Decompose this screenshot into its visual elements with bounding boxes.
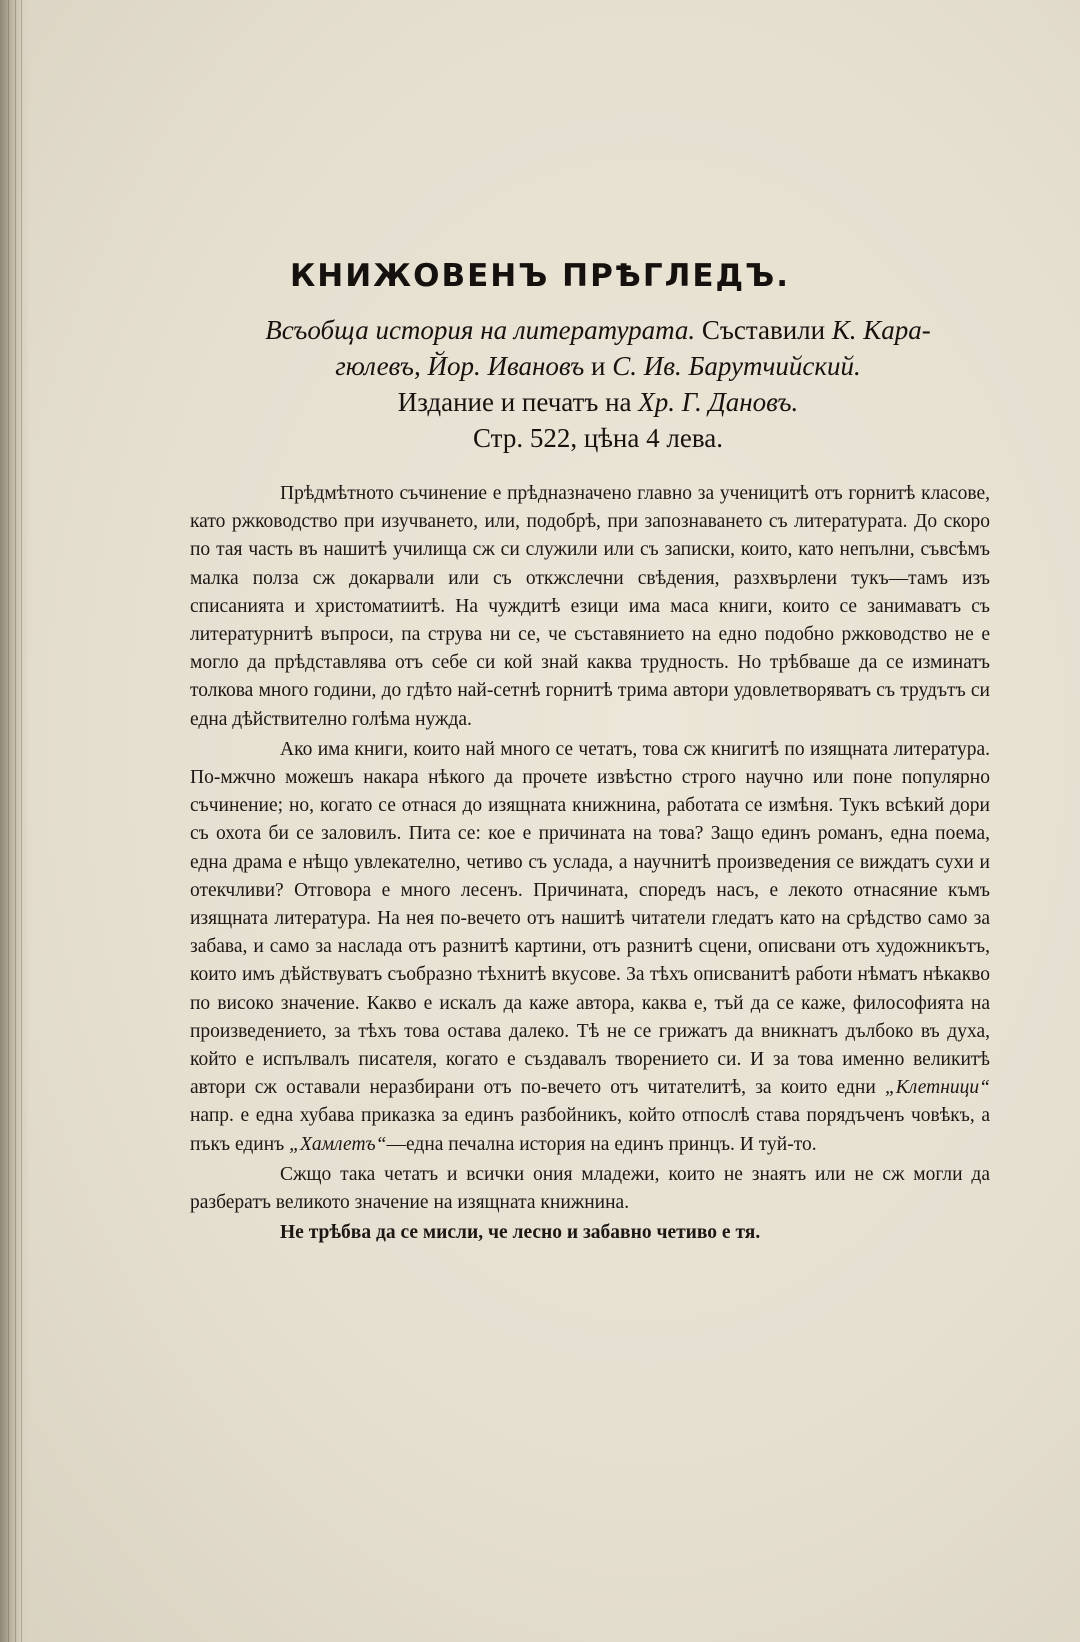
paragraph-text: напр. е една хубава приказка за единъ разбойникъ, който отпослѣ става порядъченъ човѣкъ, а пъкъ единъ bbox=[190, 1105, 990, 1155]
book-title: Всъобща история на литературата. bbox=[265, 315, 696, 345]
page-edge-line bbox=[15, 0, 16, 1642]
section-heading: КНИЖОВЕНЪ ПРѢГЛЕДЪ. bbox=[289, 258, 791, 294]
review-bibliography bbox=[195, 312, 1001, 456]
author-name: Йор. Ивановъ bbox=[427, 351, 585, 381]
compiled-label: Съставили bbox=[701, 315, 826, 345]
paragraph: Сжщо така четатъ и всички ония младежи, които не знаятъ или не сж могли да разбератъ великото значение на изящната книжнина. bbox=[190, 1163, 990, 1214]
paragraph-text: Ако има книги, които най много се четатъ, това сж книгитѣ по изящната литература. По-мжчно можешъ накара нѣкого да прочете извѣстно строго научно или поне популярно съчинение; но, когато се отнася до изящната книжнина, работата се измѣня. Тукъ всѣкий дори съ охота би се заловилъ. Пита се: кое е причината на това? Защо единъ романъ, една поема, една драма е нѣщо увлекателно, четиво съ услада, а научнитѣ произведения се виждатъ сухи и отекчливи? Отговора е много лесенъ. Причината, споредъ насъ, е лекото отнасяние къмъ изящната литература. На нея по-вечето отъ нашитѣ читатели гледатъ като на срѣдство само за забава, и само за наслада отъ разнитѣ картини, отъ разнитѣ сцени, описвани отъ художникътъ, които имъ дѣйствуватъ съобразно тѣхнитѣ вкусове. За тѣхъ описванитѣ работи нѣматъ нѣкакво по високо значение. Какво е искалъ да каже автора, каква е, тъй да се каже, философията на произведението, за тѣхъ това остава далеко. Тѣ не се грижатъ да вникнатъ дълбоко въ духа, който е испълвалъ писателя, когато е създавалъ творението си. И за това именно великитѣ автори сж оставали неразбирани отъ по-вечето отъ читателитѣ, за които едни bbox=[190, 738, 990, 1099]
conjunction: и bbox=[591, 351, 606, 381]
page-edge-line bbox=[21, 0, 22, 1642]
bibliography-line-1 bbox=[195, 312, 1001, 348]
pages-price: Стр. 522, цѣна 4 лева. bbox=[473, 423, 723, 453]
paragraph: Прѣдмѣтното съчинение е прѣдназначено главно за ученицитѣ отъ горнитѣ класове, като ржководство при изучването, или, подобрѣ, при запознаването съ литературата. До скоро по тая часть въ нашитѣ училища сж си служили или съ записки, които, като непълни, съвсѣмъ малка полза сж докарвали или съ откжслечни свѣдения, разхвърлени тукъ—тамъ изъ списанията и христоматиитѣ. На чуждитѣ езици има маса книги, които се занимаватъ съ литературнитѣ въпроси, па струва ни се, че съставянието на едно подобно ржководство не е могло да прѣдставлява отъ себе си кой знай каква трудность. Но трѣбваше да се изминатъ толкова много години, до гдѣто най-сетнѣ горнитѣ трима автори удовлетворяватъ съ трудътъ си една дѣйствително голѣма нужда. bbox=[190, 483, 990, 730]
bibliography-line-2 bbox=[195, 348, 1001, 384]
bibliography-line-3 bbox=[195, 384, 1001, 420]
author-name: С. Ив. Барутчийский. bbox=[612, 351, 861, 381]
publisher-label: Издание и печатъ на bbox=[397, 387, 632, 417]
page-edge-line bbox=[8, 0, 9, 1642]
work-title: „Хамлетъ“ bbox=[289, 1133, 387, 1155]
paragraph: Не трѣбва да се мисли, че лесно и забавно четиво е тя. bbox=[280, 1222, 761, 1244]
author-name: К. Кара- bbox=[831, 315, 931, 345]
work-title: „Клетници“ bbox=[884, 1077, 990, 1099]
review-body bbox=[190, 480, 990, 1249]
publisher-name: Хр. Г. Дановъ. bbox=[638, 387, 799, 417]
paragraph-text: —една печална история на единъ принцъ. И туй-то. bbox=[386, 1133, 817, 1155]
author-name: гюлевъ, bbox=[335, 351, 421, 381]
paragraph bbox=[190, 736, 990, 1159]
